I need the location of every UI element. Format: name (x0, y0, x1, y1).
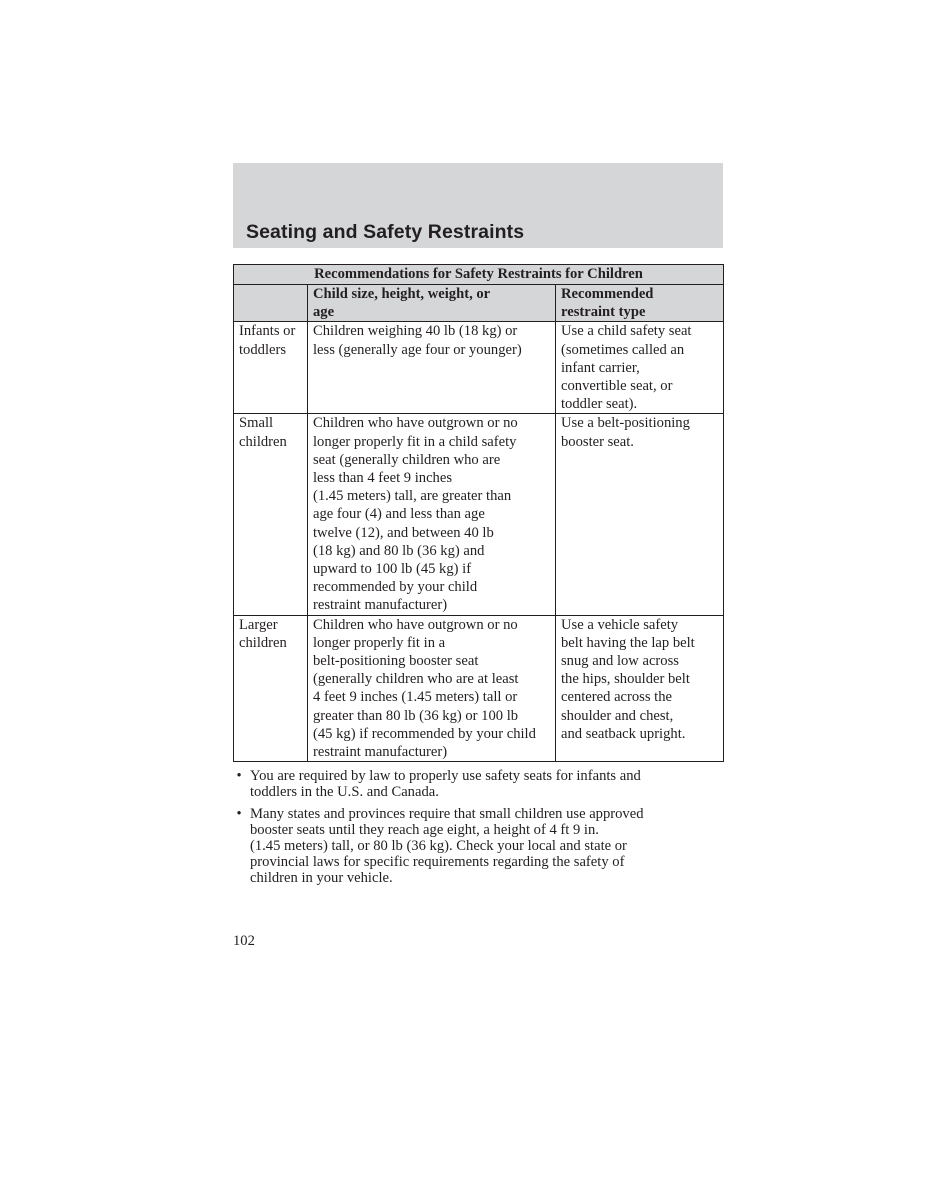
table-title: Recommendations for Safety Restraints for Children (234, 265, 724, 285)
column-header-restraint-type: Recommended restraint type (556, 285, 724, 322)
note-text: Many states and provinces require that small children use approved booster seats until they reach age eight, a height of 4 ft 9 in. (1.45 meters) tall, or 80 lb (36 kg). Check your local and state or provincial laws for specific requirements regarding the safety of children in your vehicle. (250, 806, 644, 886)
table-header-row (234, 285, 724, 322)
list-item (233, 768, 723, 800)
notes-list (233, 768, 723, 892)
list-item (233, 806, 723, 886)
row-restraint-type: Use a child safety seat (sometimes called an infant carrier, convertible seat, or toddler seat). (556, 322, 724, 414)
table-title-row (234, 265, 724, 285)
section-title: Seating and Safety Restraints (246, 221, 525, 243)
section-header-band (233, 163, 723, 248)
row-child-size: Children who have outgrown or no longer properly fit in a child safety seat (generally children who are less than 4 feet 9 inches (1.45 meters) tall, are greater than age four (4) and less than age twelve (12), and between 40 lb (18 kg) and 80 lb (36 kg) and upward to 100 lb (45 kg) if recommended by your child restraint manufacturer) (308, 414, 556, 615)
table-row (234, 615, 724, 762)
row-restraint-type: Use a belt-positioning booster seat. (556, 414, 724, 615)
row-category: Small children (234, 414, 308, 615)
row-category: Larger children (234, 615, 308, 762)
bullet-icon: • (236, 768, 242, 784)
table-row (234, 322, 724, 414)
column-header-category (234, 285, 308, 322)
child-restraint-table (233, 264, 724, 762)
bullet-icon: • (236, 806, 242, 822)
note-text: You are required by law to properly use safety seats for infants and toddlers in the U.S. and Canada. (250, 768, 641, 800)
column-header-child-size: Child size, height, weight, or age (308, 285, 556, 322)
row-child-size: Children who have outgrown or no longer properly fit in a belt-positioning booster seat (generally children who are at least 4 feet 9 inches (1.45 meters) tall or greater than 80 lb (36 kg) or 100 lb (45 kg) if recommended by your child restraint manufacturer) (308, 615, 556, 762)
row-restraint-type: Use a vehicle safety belt having the lap belt snug and low across the hips, shoulder belt centered across the shoulder and chest, and seatback upright. (556, 615, 724, 762)
page-number: 102 (233, 933, 255, 949)
row-child-size: Children weighing 40 lb (18 kg) or less (generally age four or younger) (308, 322, 556, 414)
row-category: Infants or toddlers (234, 322, 308, 414)
table-row (234, 414, 724, 615)
